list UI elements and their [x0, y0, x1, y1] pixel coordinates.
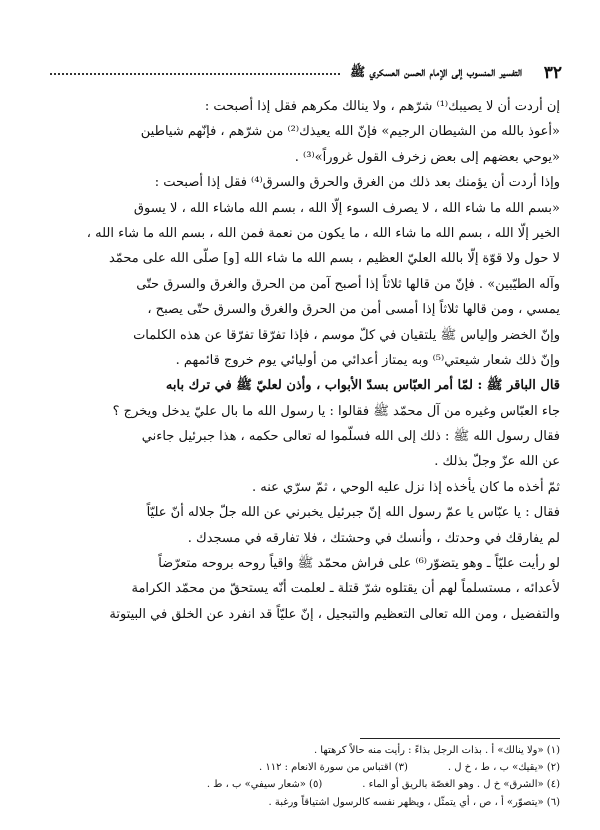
text-line: لم يفارقك في وحدتك ، وأنسك في وحشتك ، فلا تفارقه في مسجدك .	[187, 530, 560, 546]
text-line: فقال : يا عبّاس يا عمّ رسول الله إنّ جبرئيل يخبرني عن الله جلّ جلاله أنّ عليّاً	[146, 505, 560, 521]
main-text	[40, 94, 560, 627]
text-line: قال الباقر ﷺ : لمّا أمر العبّاس بسدّ الأبواب ، وأذن لعليّ ﷺ في ترك بابه	[165, 378, 560, 394]
text-line: لأعدائه ، مستسلماً لهم أن يقتلوه شرّ قتلة ـ لعلمت أنّه يستحقّ من محمّد الكرامة	[131, 581, 560, 597]
text-line: لو رأيت عليّاً ـ وهو يتضوّر⁽⁶⁾ على فراش محمّد ﷺ واقياً روحه بروحه متعرّضاً	[158, 556, 560, 572]
header-dotted-rule	[50, 71, 340, 75]
footnote-4: (٤) «الشرق» خ ل . وهو الغصّة بالريق أو الماء .	[362, 779, 560, 791]
text-line: «يوحي بعضهم إلى بعض زخرف القول غروراً»⁽³⁾ .	[294, 149, 560, 165]
footnote-row	[40, 759, 560, 776]
text-line: فقال رسول الله ﷺ : ذلك إلى الله فسلّموا له تعالى حكمه ، هذا جبرئيل جاءني	[141, 429, 560, 445]
text-line: جاء العبّاس وغيره من آل محمّد ﷺ فقالوا : يا رسول الله ما بال عليّ يدخل ويخرج ؟	[112, 403, 560, 419]
footnotes	[40, 742, 560, 811]
text-line: عن الله عزّ وجلّ بذلك .	[434, 454, 560, 470]
text-line: وإذا أردت أن يؤمنك بعد ذلك من الغرق والحرق والسرق⁽⁴⁾ فقل إذا أصبحت :	[154, 175, 560, 191]
text-line: وإنّ الخضر وإلياس ﷺ يلتقيان في كلّ موسم ، فإذا تفرّقا تفرّقا عن هذه الكلمات	[133, 327, 560, 343]
page-number: ٣٢	[543, 63, 562, 83]
footnote-row	[40, 776, 560, 793]
footnote-2: (٢) «يقيك» ب ، ط ، خ ل .	[447, 762, 560, 774]
footnote-5: (٥) «شعار سيفي» ب ، ط .	[206, 779, 323, 791]
page-header	[40, 62, 562, 84]
text-line: «أعوذ بالله من الشيطان الرجيم» فإنّ الله يعيذك⁽²⁾ من شرّهم ، فإنّهم شياطين	[140, 124, 560, 140]
footnote-separator	[360, 738, 560, 739]
text-line: ثمّ أخذه ما كان يأخذه إذا نزل عليه الوحي ، ثمّ سرّي عنه .	[252, 479, 560, 495]
text-line: «بسم الله ما شاء الله ، لا يصرف السوء إلّا الله ، بسم الله ماشاء الله ، لا يسوق	[133, 200, 560, 216]
text-line: وإنّ ذلك شعار شيعتي⁽⁵⁾ وبه يمتاز أعدائي من أوليائي يوم خروج قائمهم .	[175, 352, 560, 368]
text-line: لا حول ولا قوّة إلّا بالله العليّ العظيم ، بسم الله ما شاء الله [و] صلّى الله على محمّد	[108, 251, 560, 267]
text-line: يمسي ، ومن قالها ثلاثاً إذا أمسى أمن من الحرق والغرق والسرق حتّى يصبح ،	[147, 302, 560, 318]
text-line: والتفضيل ، ومن الله تعالى التعظيم والتبجيل ، إنّ عليّاً قد انفرد عن الخلق في البيتوتة	[109, 606, 560, 622]
footnote-3: (٣) اقتباس من سورة الانعام : ١١٢ .	[258, 762, 408, 774]
running-title: التفسير المنسوب إلى الإمام الحسن العسكري ﷺ	[350, 63, 522, 79]
footnote-1: (١) «ولا ينالك» أ . بذات الرجل بذاءً : رأيت منه حالاً كرهتها .	[313, 745, 560, 756]
text-line: إن أردت أن لا يصيبك⁽¹⁾ شرّهم ، ولا ينالك مكرهم فقل إذا أصبحت :	[204, 99, 560, 114]
text-line: الخير إلّا الله ، بسم الله ما شاء الله ، ما يكون من نعمة فمن الله ، بسم الله ما شاء الله ،	[86, 225, 560, 241]
text-line: وآله الطيّبين» . فإنّ من قالها ثلاثاً إذا أصبح آمن من الحرق والغرق والسرق حتّى	[136, 276, 560, 292]
footnote-6: (٦) «يتصوّر» أ ، ص ، أي يتمثّل ، ويظهر نفسه كالرسول اشتياقاً ورغبة .	[268, 796, 560, 808]
